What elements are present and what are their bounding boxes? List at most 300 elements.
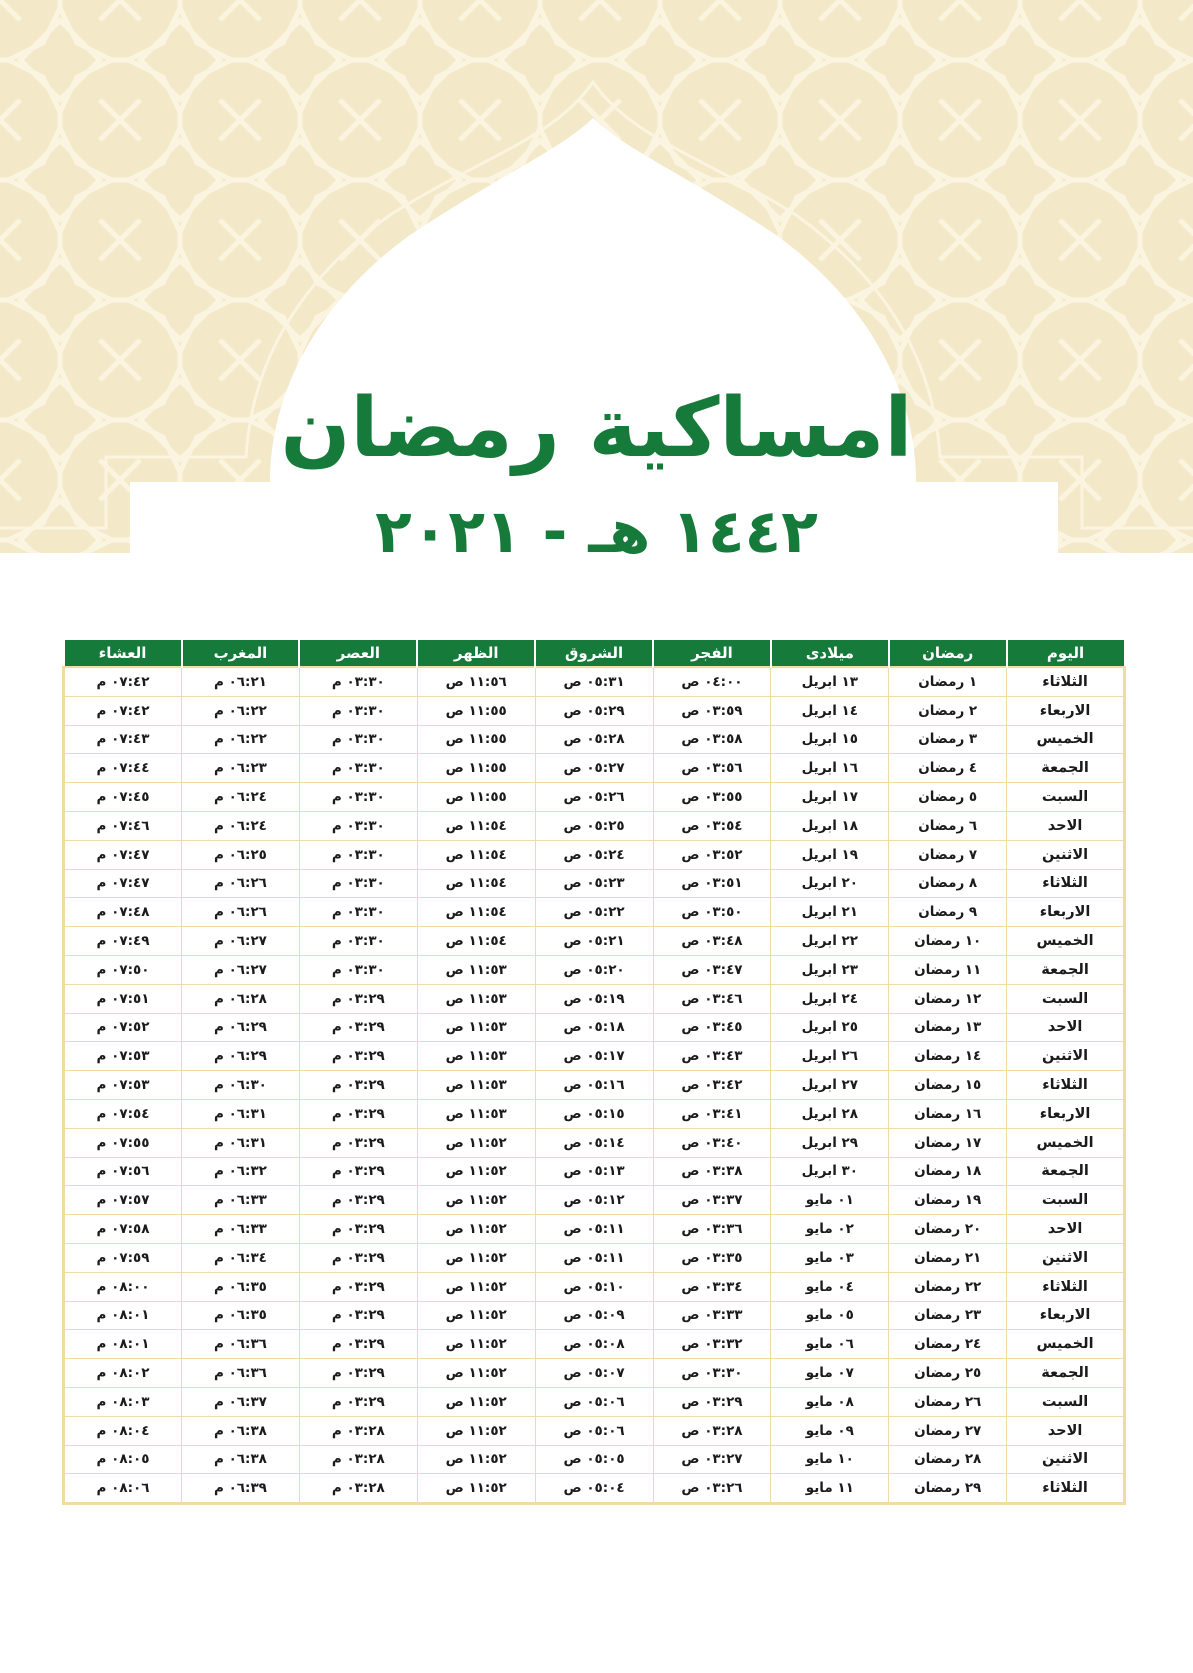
cell-col-maghrib: ٠٦:٣١ م <box>182 1099 300 1128</box>
cell-col-day: الخميس <box>1007 1128 1125 1157</box>
cell-col-maghrib: ٠٦:٢٢ م <box>182 725 300 754</box>
cell-col-asr: ٠٣:٢٩ م <box>299 1272 417 1301</box>
cell-col-ramadan: ٨ رمضان <box>889 869 1007 898</box>
cell-col-isha: ٠٨:٠٢ م <box>64 1359 182 1388</box>
cell-col-sunrise: ٠٥:٢٥ ص <box>535 811 653 840</box>
cell-col-day: السبت <box>1007 783 1125 812</box>
cell-col-sunrise: ٠٥:٢٢ ص <box>535 898 653 927</box>
page-subtitle: ١٤٤٢ هـ - ٢٠٢١ <box>375 502 818 554</box>
cell-col-isha: ٠٨:٠٦ م <box>64 1474 182 1504</box>
table-row <box>64 1474 1125 1504</box>
cell-col-isha: ٠٨:٠١ م <box>64 1330 182 1359</box>
table-row <box>64 1157 1125 1186</box>
cell-col-asr: ٠٣:٢٨ م <box>299 1416 417 1445</box>
cell-col-gregorian: ٣٠ ابريل <box>771 1157 889 1186</box>
table-row <box>64 955 1125 984</box>
cell-col-gregorian: ٢٥ ابريل <box>771 1013 889 1042</box>
cell-col-isha: ٠٧:٥٥ م <box>64 1128 182 1157</box>
table-row <box>64 1186 1125 1215</box>
table-row <box>64 1387 1125 1416</box>
cell-col-asr: ٠٣:٢٩ م <box>299 1301 417 1330</box>
cell-col-maghrib: ٠٦:٣٣ م <box>182 1215 300 1244</box>
cell-col-asr: ٠٣:٣٠ م <box>299 783 417 812</box>
cell-col-day: الثلاثاء <box>1007 1272 1125 1301</box>
cell-col-dhuhr: ١١:٥٢ ص <box>417 1474 535 1504</box>
cell-col-day: الثلاثاء <box>1007 1474 1125 1504</box>
cell-col-asr: ٠٣:٣٠ م <box>299 811 417 840</box>
cell-col-day: السبت <box>1007 1387 1125 1416</box>
cell-col-gregorian: ٢٢ ابريل <box>771 927 889 956</box>
cell-col-ramadan: ٢٧ رمضان <box>889 1416 1007 1445</box>
cell-col-asr: ٠٣:٢٩ م <box>299 1243 417 1272</box>
cell-col-isha: ٠٨:٠٠ م <box>64 1272 182 1301</box>
cell-col-sunrise: ٠٥:١١ ص <box>535 1215 653 1244</box>
cell-col-day: الثلاثاء <box>1007 869 1125 898</box>
cell-col-ramadan: ٩ رمضان <box>889 898 1007 927</box>
cell-col-ramadan: ٢٥ رمضان <box>889 1359 1007 1388</box>
table-row <box>64 725 1125 754</box>
cell-col-ramadan: ٢٢ رمضان <box>889 1272 1007 1301</box>
cell-col-gregorian: ١٩ ابريل <box>771 840 889 869</box>
cell-col-dhuhr: ١١:٥٢ ص <box>417 1243 535 1272</box>
cell-col-maghrib: ٠٦:٢٩ م <box>182 1013 300 1042</box>
cell-col-maghrib: ٠٦:٢٦ م <box>182 898 300 927</box>
header-col-sunrise: الشروق <box>535 640 653 667</box>
cell-col-maghrib: ٠٦:٣٨ م <box>182 1416 300 1445</box>
cell-col-sunrise: ٠٥:٢٩ ص <box>535 696 653 725</box>
cell-col-isha: ٠٧:٤٤ م <box>64 754 182 783</box>
cell-col-day: الخميس <box>1007 927 1125 956</box>
cell-col-maghrib: ٠٦:٢١ م <box>182 667 300 696</box>
cell-col-sunrise: ٠٥:٢٨ ص <box>535 725 653 754</box>
cell-col-sunrise: ٠٥:١٨ ص <box>535 1013 653 1042</box>
table-row <box>64 1301 1125 1330</box>
table-row <box>64 1215 1125 1244</box>
cell-col-asr: ٠٣:٢٩ م <box>299 984 417 1013</box>
table-row <box>64 1416 1125 1445</box>
cell-col-dhuhr: ١١:٥٥ ص <box>417 696 535 725</box>
table-row <box>64 1099 1125 1128</box>
cell-col-gregorian: ١٨ ابريل <box>771 811 889 840</box>
cell-col-dhuhr: ١١:٥٣ ص <box>417 984 535 1013</box>
cell-col-ramadan: ١٧ رمضان <box>889 1128 1007 1157</box>
cell-col-isha: ٠٨:٠٥ م <box>64 1445 182 1474</box>
cell-col-day: الجمعة <box>1007 1359 1125 1388</box>
table-header <box>64 640 1125 667</box>
cell-col-maghrib: ٠٦:٣٧ م <box>182 1387 300 1416</box>
cell-col-fajr: ٠٣:٣٠ ص <box>653 1359 771 1388</box>
header-background <box>0 0 1193 560</box>
cell-col-isha: ٠٧:٥٨ م <box>64 1215 182 1244</box>
cell-col-fajr: ٠٣:٤٣ ص <box>653 1042 771 1071</box>
cell-col-fajr: ٠٣:٣٤ ص <box>653 1272 771 1301</box>
cell-col-day: الجمعة <box>1007 754 1125 783</box>
cell-col-day: الثلاثاء <box>1007 1071 1125 1100</box>
cell-col-asr: ٠٣:٢٩ م <box>299 1157 417 1186</box>
header-col-dhuhr: الظهر <box>417 640 535 667</box>
cell-col-maghrib: ٠٦:٣٠ م <box>182 1071 300 1100</box>
cell-col-day: الخميس <box>1007 725 1125 754</box>
cell-col-gregorian: ٢٧ ابريل <box>771 1071 889 1100</box>
cell-col-maghrib: ٠٦:٢٤ م <box>182 811 300 840</box>
cell-col-ramadan: ٢ رمضان <box>889 696 1007 725</box>
cell-col-isha: ٠٨:٠١ م <box>64 1301 182 1330</box>
table-row <box>64 783 1125 812</box>
cell-col-day: الاحد <box>1007 1215 1125 1244</box>
cell-col-gregorian: ٠١ مايو <box>771 1186 889 1215</box>
cell-col-gregorian: ٢٩ ابريل <box>771 1128 889 1157</box>
cell-col-maghrib: ٠٦:٢٧ م <box>182 927 300 956</box>
cell-col-ramadan: ٥ رمضان <box>889 783 1007 812</box>
cell-col-day: الاحد <box>1007 811 1125 840</box>
table-header-row <box>64 640 1125 667</box>
cell-col-fajr: ٠٣:٥٩ ص <box>653 696 771 725</box>
cell-col-day: الاثنين <box>1007 1445 1125 1474</box>
cell-col-day: الاثنين <box>1007 1042 1125 1071</box>
cell-col-day: الجمعة <box>1007 1157 1125 1186</box>
cell-col-fajr: ٠٣:٥١ ص <box>653 869 771 898</box>
table-row <box>64 1013 1125 1042</box>
cell-col-dhuhr: ١١:٥٢ ص <box>417 1359 535 1388</box>
cell-col-maghrib: ٠٦:٢٧ م <box>182 955 300 984</box>
cell-col-dhuhr: ١١:٥٣ ص <box>417 1071 535 1100</box>
cell-col-asr: ٠٣:٢٨ م <box>299 1474 417 1504</box>
cell-col-gregorian: ١١ مايو <box>771 1474 889 1504</box>
cell-col-sunrise: ٠٥:٠٧ ص <box>535 1359 653 1388</box>
cell-col-gregorian: ٠٣ مايو <box>771 1243 889 1272</box>
cell-col-isha: ٠٧:٥٣ م <box>64 1042 182 1071</box>
header-col-ramadan: رمضان <box>889 640 1007 667</box>
cell-col-ramadan: ٣ رمضان <box>889 725 1007 754</box>
cell-col-day: الاربعاء <box>1007 1099 1125 1128</box>
cell-col-fajr: ٠٣:٣٣ ص <box>653 1301 771 1330</box>
cell-col-ramadan: ٢٣ رمضان <box>889 1301 1007 1330</box>
cell-col-ramadan: ٢٩ رمضان <box>889 1474 1007 1504</box>
cell-col-fajr: ٠٣:٤٠ ص <box>653 1128 771 1157</box>
cell-col-ramadan: ١٠ رمضان <box>889 927 1007 956</box>
cell-col-day: الاحد <box>1007 1013 1125 1042</box>
cell-col-isha: ٠٧:٤٢ م <box>64 696 182 725</box>
cell-col-gregorian: ١٥ ابريل <box>771 725 889 754</box>
cell-col-day: الاربعاء <box>1007 898 1125 927</box>
cell-col-sunrise: ٠٥:٢٦ ص <box>535 783 653 812</box>
cell-col-day: الجمعة <box>1007 955 1125 984</box>
cell-col-maghrib: ٠٦:٢٩ م <box>182 1042 300 1071</box>
cell-col-asr: ٠٣:٣٠ م <box>299 696 417 725</box>
table-body <box>64 667 1125 1504</box>
cell-col-asr: ٠٣:٢٩ م <box>299 1042 417 1071</box>
cell-col-asr: ٠٣:٢٩ م <box>299 1387 417 1416</box>
cell-col-dhuhr: ١١:٥٢ ص <box>417 1186 535 1215</box>
cell-col-asr: ٠٣:٢٩ م <box>299 1359 417 1388</box>
cell-col-dhuhr: ١١:٥٢ ص <box>417 1330 535 1359</box>
cell-col-gregorian: ٢٨ ابريل <box>771 1099 889 1128</box>
cell-col-fajr: ٠٣:٣٢ ص <box>653 1330 771 1359</box>
cell-col-day: الخميس <box>1007 1330 1125 1359</box>
cell-col-fajr: ٠٣:٥٠ ص <box>653 898 771 927</box>
cell-col-sunrise: ٠٥:٠٦ ص <box>535 1416 653 1445</box>
cell-col-fajr: ٠٣:٥٨ ص <box>653 725 771 754</box>
table-row <box>64 667 1125 696</box>
cell-col-fajr: ٠٣:٤١ ص <box>653 1099 771 1128</box>
cell-col-asr: ٠٣:٢٩ م <box>299 1013 417 1042</box>
cell-col-gregorian: ٢٣ ابريل <box>771 955 889 984</box>
cell-col-asr: ٠٣:٣٠ م <box>299 869 417 898</box>
cell-col-day: الثلاثاء <box>1007 667 1125 696</box>
cell-col-ramadan: ٢٤ رمضان <box>889 1330 1007 1359</box>
cell-col-gregorian: ١٣ ابريل <box>771 667 889 696</box>
cell-col-fajr: ٠٣:٤٨ ص <box>653 927 771 956</box>
cell-col-asr: ٠٣:٣٠ م <box>299 725 417 754</box>
header-col-day: اليوم <box>1007 640 1125 667</box>
cell-col-asr: ٠٣:٢٩ م <box>299 1330 417 1359</box>
cell-col-gregorian: ٠٥ مايو <box>771 1301 889 1330</box>
cell-col-maghrib: ٠٦:٣٦ م <box>182 1330 300 1359</box>
cell-col-asr: ٠٣:٢٨ م <box>299 1445 417 1474</box>
cell-col-sunrise: ٠٥:١٥ ص <box>535 1099 653 1128</box>
cell-col-gregorian: ٠٦ مايو <box>771 1330 889 1359</box>
cell-col-maghrib: ٠٦:٣٩ م <box>182 1474 300 1504</box>
cell-col-gregorian: ١٦ ابريل <box>771 754 889 783</box>
cell-col-dhuhr: ١١:٥٤ ص <box>417 927 535 956</box>
table-row <box>64 1272 1125 1301</box>
cell-col-ramadan: ١٣ رمضان <box>889 1013 1007 1042</box>
cell-col-isha: ٠٧:٤٣ م <box>64 725 182 754</box>
cell-col-asr: ٠٣:٣٠ م <box>299 754 417 783</box>
cell-col-sunrise: ٠٥:٠٤ ص <box>535 1474 653 1504</box>
cell-col-ramadan: ١٩ رمضان <box>889 1186 1007 1215</box>
table-row <box>64 898 1125 927</box>
cell-col-sunrise: ٠٥:٢٠ ص <box>535 955 653 984</box>
table-row <box>64 754 1125 783</box>
cell-col-maghrib: ٠٦:٢٣ م <box>182 754 300 783</box>
cell-col-ramadan: ١٨ رمضان <box>889 1157 1007 1186</box>
cell-col-isha: ٠٧:٤٩ م <box>64 927 182 956</box>
cell-col-asr: ٠٣:٢٩ م <box>299 1215 417 1244</box>
table-row <box>64 927 1125 956</box>
header-col-asr: العصر <box>299 640 417 667</box>
cell-col-sunrise: ٠٥:١١ ص <box>535 1243 653 1272</box>
table-row <box>64 1445 1125 1474</box>
cell-col-gregorian: ٠٧ مايو <box>771 1359 889 1388</box>
cell-col-isha: ٠٧:٥٦ م <box>64 1157 182 1186</box>
cell-col-sunrise: ٠٥:١٣ ص <box>535 1157 653 1186</box>
cell-col-fajr: ٠٣:٥٤ ص <box>653 811 771 840</box>
cell-col-isha: ٠٧:٥٧ م <box>64 1186 182 1215</box>
header-col-isha: العشاء <box>64 640 182 667</box>
cell-col-fajr: ٠٣:٤٢ ص <box>653 1071 771 1100</box>
cell-col-asr: ٠٣:٢٩ م <box>299 1071 417 1100</box>
cell-col-ramadan: ٢٠ رمضان <box>889 1215 1007 1244</box>
cell-col-dhuhr: ١١:٥٣ ص <box>417 955 535 984</box>
cell-col-fajr: ٠٣:٢٨ ص <box>653 1416 771 1445</box>
cell-col-sunrise: ٠٥:١٠ ص <box>535 1272 653 1301</box>
cell-col-ramadan: ١ رمضان <box>889 667 1007 696</box>
cell-col-fajr: ٠٣:٤٧ ص <box>653 955 771 984</box>
cell-col-maghrib: ٠٦:٣٦ م <box>182 1359 300 1388</box>
cell-col-isha: ٠٧:٤٧ م <box>64 840 182 869</box>
cell-col-asr: ٠٣:٣٠ م <box>299 898 417 927</box>
cell-col-day: الاربعاء <box>1007 1301 1125 1330</box>
cell-col-dhuhr: ١١:٥٥ ص <box>417 783 535 812</box>
table-row <box>64 1128 1125 1157</box>
cell-col-sunrise: ٠٥:٣١ ص <box>535 667 653 696</box>
cell-col-gregorian: ٠٨ مايو <box>771 1387 889 1416</box>
cell-col-isha: ٠٧:٥٣ م <box>64 1071 182 1100</box>
cell-col-maghrib: ٠٦:٢٢ م <box>182 696 300 725</box>
cell-col-asr: ٠٣:٣٠ م <box>299 667 417 696</box>
cell-col-fajr: ٠٣:٥٦ ص <box>653 754 771 783</box>
cell-col-ramadan: ٧ رمضان <box>889 840 1007 869</box>
cell-col-gregorian: ٢٦ ابريل <box>771 1042 889 1071</box>
cell-col-sunrise: ٠٥:٢١ ص <box>535 927 653 956</box>
cell-col-ramadan: ٤ رمضان <box>889 754 1007 783</box>
cell-col-ramadan: ١٦ رمضان <box>889 1099 1007 1128</box>
cell-col-fajr: ٠٣:٥٥ ص <box>653 783 771 812</box>
cell-col-isha: ٠٧:٥٩ م <box>64 1243 182 1272</box>
cell-col-dhuhr: ١١:٥٢ ص <box>417 1157 535 1186</box>
cell-col-dhuhr: ١١:٥٢ ص <box>417 1387 535 1416</box>
cell-col-maghrib: ٠٦:٢٦ م <box>182 869 300 898</box>
cell-col-fajr: ٠٣:٣٧ ص <box>653 1186 771 1215</box>
cell-col-gregorian: ١٧ ابريل <box>771 783 889 812</box>
cell-col-fajr: ٠٣:٣٨ ص <box>653 1157 771 1186</box>
cell-col-maghrib: ٠٦:٣٥ م <box>182 1301 300 1330</box>
cell-col-asr: ٠٣:٣٠ م <box>299 840 417 869</box>
cell-col-maghrib: ٠٦:٣٤ م <box>182 1243 300 1272</box>
cell-col-fajr: ٠٣:٢٩ ص <box>653 1387 771 1416</box>
cell-col-dhuhr: ١١:٥٣ ص <box>417 1042 535 1071</box>
prayer-times-table <box>62 640 1126 1505</box>
cell-col-sunrise: ٠٥:٢٣ ص <box>535 869 653 898</box>
cell-col-gregorian: ٢١ ابريل <box>771 898 889 927</box>
cell-col-sunrise: ٠٥:١٧ ص <box>535 1042 653 1071</box>
cell-col-gregorian: ٢٤ ابريل <box>771 984 889 1013</box>
cell-col-ramadan: ٢١ رمضان <box>889 1243 1007 1272</box>
cell-col-day: الاثنين <box>1007 1243 1125 1272</box>
cell-col-isha: ٠٧:٥٢ م <box>64 1013 182 1042</box>
cell-col-dhuhr: ١١:٥٥ ص <box>417 725 535 754</box>
header-col-fajr: الفجر <box>653 640 771 667</box>
cell-col-asr: ٠٣:٣٠ م <box>299 955 417 984</box>
cell-col-fajr: ٠٣:٥٢ ص <box>653 840 771 869</box>
cell-col-isha: ٠٧:٤٧ م <box>64 869 182 898</box>
cell-col-isha: ٠٨:٠٣ م <box>64 1387 182 1416</box>
cell-col-dhuhr: ١١:٥٢ ص <box>417 1301 535 1330</box>
cell-col-isha: ٠٧:٤٥ م <box>64 783 182 812</box>
cell-col-fajr: ٠٣:٢٧ ص <box>653 1445 771 1474</box>
cell-col-isha: ٠٧:٥٠ م <box>64 955 182 984</box>
cell-col-sunrise: ٠٥:٠٨ ص <box>535 1330 653 1359</box>
cell-col-gregorian: ١٠ مايو <box>771 1445 889 1474</box>
cell-col-isha: ٠٧:٥١ م <box>64 984 182 1013</box>
cell-col-asr: ٠٣:٢٩ م <box>299 1099 417 1128</box>
cell-col-sunrise: ٠٥:١٩ ص <box>535 984 653 1013</box>
cell-col-sunrise: ٠٥:٠٦ ص <box>535 1387 653 1416</box>
cell-col-dhuhr: ١١:٥٢ ص <box>417 1128 535 1157</box>
cell-col-day: السبت <box>1007 1186 1125 1215</box>
cell-col-sunrise: ٠٥:١٦ ص <box>535 1071 653 1100</box>
cell-col-sunrise: ٠٥:٢٧ ص <box>535 754 653 783</box>
cell-col-dhuhr: ١١:٥٢ ص <box>417 1272 535 1301</box>
cell-col-maghrib: ٠٦:٣١ م <box>182 1128 300 1157</box>
table-row <box>64 984 1125 1013</box>
cell-col-gregorian: ١٤ ابريل <box>771 696 889 725</box>
cell-col-fajr: ٠٣:٢٦ ص <box>653 1474 771 1504</box>
prayer-times-table-container <box>62 640 1126 1505</box>
cell-col-fajr: ٠٣:٤٦ ص <box>653 984 771 1013</box>
cell-col-day: الاثنين <box>1007 840 1125 869</box>
header-col-gregorian: ميلادى <box>771 640 889 667</box>
cell-col-isha: ٠٧:٤٨ م <box>64 898 182 927</box>
cell-col-ramadan: ٢٦ رمضان <box>889 1387 1007 1416</box>
table-row <box>64 1243 1125 1272</box>
cell-col-maghrib: ٠٦:٣٨ م <box>182 1445 300 1474</box>
cell-col-fajr: ٠٣:٣٦ ص <box>653 1215 771 1244</box>
cell-col-fajr: ٠٣:٣٥ ص <box>653 1243 771 1272</box>
cell-col-sunrise: ٠٥:١٤ ص <box>535 1128 653 1157</box>
cell-col-day: الاربعاء <box>1007 696 1125 725</box>
cell-col-ramadan: ١٤ رمضان <box>889 1042 1007 1071</box>
cell-col-dhuhr: ١١:٥٢ ص <box>417 1215 535 1244</box>
cell-col-dhuhr: ١١:٥٤ ص <box>417 898 535 927</box>
cell-col-fajr: ٠٣:٤٥ ص <box>653 1013 771 1042</box>
cell-col-sunrise: ٠٥:٠٥ ص <box>535 1445 653 1474</box>
cell-col-maghrib: ٠٦:٢٨ م <box>182 984 300 1013</box>
cell-col-ramadan: ١١ رمضان <box>889 955 1007 984</box>
cell-col-gregorian: ٠٢ مايو <box>771 1215 889 1244</box>
cell-col-isha: ٠٧:٤٦ م <box>64 811 182 840</box>
cell-col-dhuhr: ١١:٥٤ ص <box>417 869 535 898</box>
cell-col-gregorian: ٢٠ ابريل <box>771 869 889 898</box>
table-row <box>64 1071 1125 1100</box>
cell-col-dhuhr: ١١:٥٥ ص <box>417 754 535 783</box>
cell-col-asr: ٠٣:٢٩ م <box>299 1186 417 1215</box>
cell-col-ramadan: ١٥ رمضان <box>889 1071 1007 1100</box>
cell-col-fajr: ٠٤:٠٠ ص <box>653 667 771 696</box>
table-row <box>64 696 1125 725</box>
cell-col-day: السبت <box>1007 984 1125 1013</box>
cell-col-dhuhr: ١١:٥٢ ص <box>417 1445 535 1474</box>
cell-col-maghrib: ٠٦:٣٥ م <box>182 1272 300 1301</box>
table-row <box>64 1330 1125 1359</box>
table-row <box>64 1359 1125 1388</box>
cell-col-isha: ٠٧:٥٤ م <box>64 1099 182 1128</box>
cell-col-maghrib: ٠٦:٣٣ م <box>182 1186 300 1215</box>
cell-col-maghrib: ٠٦:٢٤ م <box>182 783 300 812</box>
header-col-maghrib: المغرب <box>182 640 300 667</box>
cell-col-maghrib: ٠٦:٢٥ م <box>182 840 300 869</box>
table-row <box>64 840 1125 869</box>
cell-col-gregorian: ٠٤ مايو <box>771 1272 889 1301</box>
cell-col-asr: ٠٣:٢٩ م <box>299 1128 417 1157</box>
cell-col-isha: ٠٧:٤٢ م <box>64 667 182 696</box>
cell-col-gregorian: ٠٩ مايو <box>771 1416 889 1445</box>
cell-col-dhuhr: ١١:٥٣ ص <box>417 1099 535 1128</box>
cell-col-dhuhr: ١١:٥٤ ص <box>417 840 535 869</box>
table-row <box>64 811 1125 840</box>
table-row <box>64 1042 1125 1071</box>
cell-col-maghrib: ٠٦:٣٢ م <box>182 1157 300 1186</box>
cell-col-dhuhr: ١١:٥٢ ص <box>417 1416 535 1445</box>
cell-col-ramadan: ١٢ رمضان <box>889 984 1007 1013</box>
cell-col-isha: ٠٨:٠٤ م <box>64 1416 182 1445</box>
cell-col-dhuhr: ١١:٥٣ ص <box>417 1013 535 1042</box>
cell-col-dhuhr: ١١:٥٤ ص <box>417 811 535 840</box>
cell-col-sunrise: ٠٥:٠٩ ص <box>535 1301 653 1330</box>
cell-col-ramadan: ٦ رمضان <box>889 811 1007 840</box>
cell-col-asr: ٠٣:٣٠ م <box>299 927 417 956</box>
